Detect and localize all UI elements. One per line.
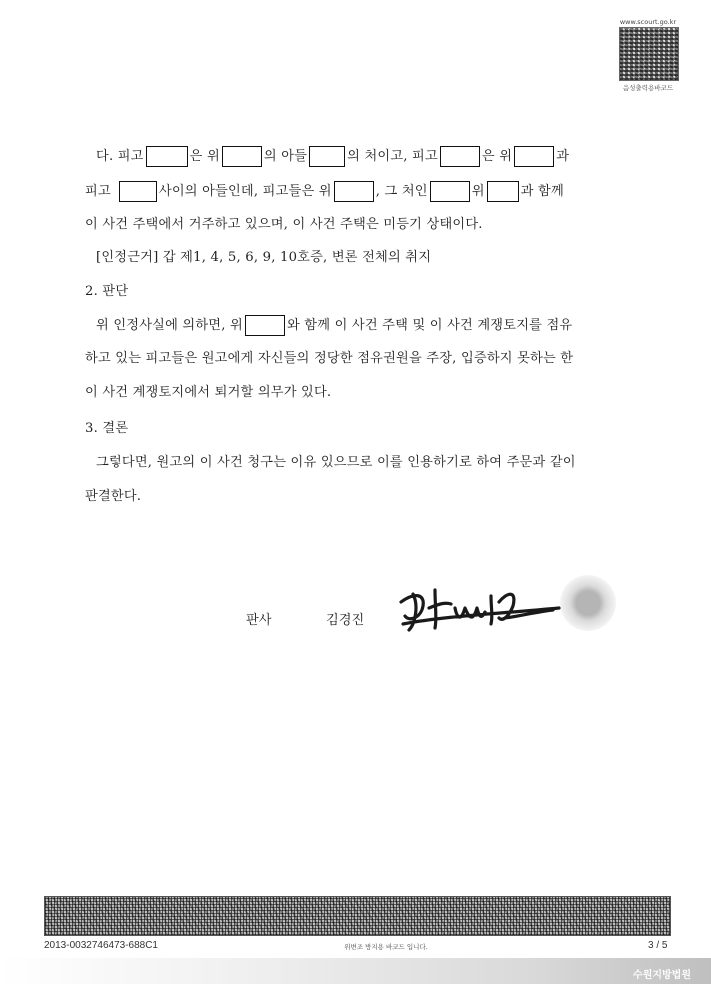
qr-code xyxy=(619,27,679,81)
redaction-box xyxy=(222,146,262,167)
redaction-box xyxy=(334,181,374,202)
text-segment: 피고 xyxy=(85,184,111,199)
site-url: www.scourt.go.kr xyxy=(619,18,677,26)
text-segment: 과 함께 xyxy=(520,184,564,199)
redaction-box xyxy=(514,146,554,167)
judge-name: 김경진 xyxy=(326,613,365,628)
text-segment: 은 위 xyxy=(189,149,220,164)
text-segment: 은 위 xyxy=(481,149,513,164)
text-segment: 의 처이고, 피고 xyxy=(347,149,438,164)
redaction-box xyxy=(245,315,285,336)
text-segment: 과 xyxy=(556,149,570,164)
body-line-10: 그렇다면, 원고의 이 사건 청구는 이유 있으므로 이를 인용하기로 하여 주문과 같이 xyxy=(96,455,576,470)
document-id: 2013-0032746473-688C1 xyxy=(44,940,158,951)
redaction-box xyxy=(487,181,519,202)
handwritten-signature xyxy=(395,572,565,642)
redaction-box xyxy=(119,181,157,202)
page-number: 3 / 5 xyxy=(648,940,668,951)
barcode-notice: 위변조 방지용 바코드 입니다. xyxy=(344,943,428,951)
body-line-3: 이 사건 주택에서 거주하고 있으며, 이 사건 주택은 미등기 상태이다. xyxy=(85,217,483,232)
qr-code-label: 음성출력용바코드 xyxy=(622,84,674,92)
judge-title: 판사 xyxy=(246,613,272,628)
redaction-box xyxy=(309,146,345,167)
section-heading-conclusion: 3. 결론 xyxy=(85,421,129,436)
text-segment: 위 xyxy=(471,184,485,199)
text-segment: 위 인정사실에 의하면, 위 xyxy=(96,318,243,333)
body-line-1 xyxy=(96,146,569,167)
body-line-11: 판결한다. xyxy=(85,489,142,504)
body-line-6 xyxy=(96,315,572,336)
text-segment: 와 함께 이 사건 주택 및 이 사건 계쟁토지를 점유 xyxy=(286,318,573,333)
court-seal xyxy=(560,575,616,631)
redaction-box xyxy=(146,146,188,167)
court-name: 수원지방법원 xyxy=(633,970,691,981)
body-line-2 xyxy=(85,181,564,202)
redaction-box xyxy=(430,181,470,202)
evidence-line: [인정근거] 갑 제1, 4, 5, 6, 9, 10호증, 변론 전체의 취지 xyxy=(96,250,432,265)
text-segment: , 그 처인 xyxy=(375,184,428,199)
section-heading-judgment: 2. 판단 xyxy=(85,284,129,299)
text-segment: 다. 피고 xyxy=(96,149,144,164)
text-segment: 의 아들 xyxy=(263,149,308,164)
court-band xyxy=(0,958,711,984)
redaction-box xyxy=(440,146,480,167)
body-line-7: 하고 있는 피고들은 원고에게 자신들의 정당한 점유권원을 주장, 입증하지 못하는 한 xyxy=(85,351,574,366)
anti-forgery-barcode xyxy=(44,896,671,936)
text-segment: 사이의 아들인데, 피고들은 위 xyxy=(158,184,332,199)
body-line-8: 이 사건 계쟁토지에서 퇴거할 의무가 있다. xyxy=(85,385,332,400)
